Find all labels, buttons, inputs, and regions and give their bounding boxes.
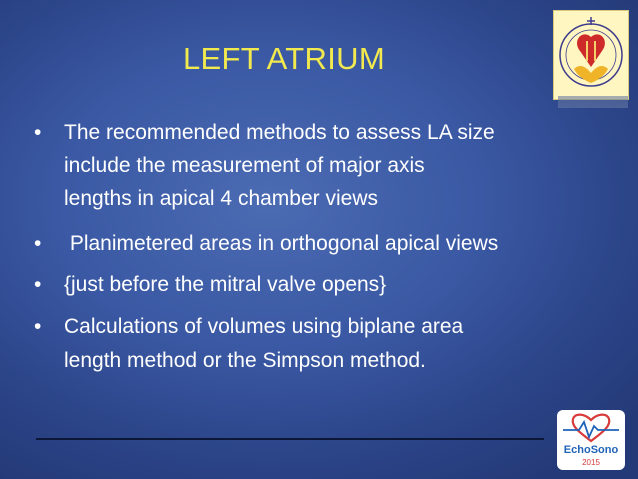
heart-pulse-icon <box>557 410 625 446</box>
bullet-glyph: • <box>34 232 42 255</box>
logo-shadow <box>558 96 628 108</box>
logo-name: EchoSono <box>563 444 619 456</box>
bullet-text <box>64 116 624 216</box>
bullet-line: length method or the Simpson method. <box>64 349 426 372</box>
bullet-line: The recommended methods to assess LA size <box>64 121 495 144</box>
logo-year: 2015 <box>582 458 600 467</box>
footer-divider <box>36 438 544 440</box>
echosono-logo <box>557 410 625 470</box>
bullet-text <box>64 310 624 378</box>
society-emblem-icon <box>554 11 628 99</box>
bullet-text: {just before the mitral valve opens} <box>64 273 387 296</box>
slide-title: LEFT ATRIUM <box>183 41 385 76</box>
society-logo <box>553 10 629 100</box>
bullet-glyph: • <box>34 121 42 144</box>
bullet-text: Planimetered areas in orthogonal apical views <box>64 232 499 255</box>
bullet-glyph: • <box>34 273 42 296</box>
bullet-line: Calculations of volumes using biplane area <box>64 315 464 338</box>
bullet-line: include the measurement of major axis <box>64 154 425 177</box>
bullet-line: lengths in apical 4 chamber views <box>64 187 378 210</box>
bullet-glyph: • <box>34 315 42 338</box>
